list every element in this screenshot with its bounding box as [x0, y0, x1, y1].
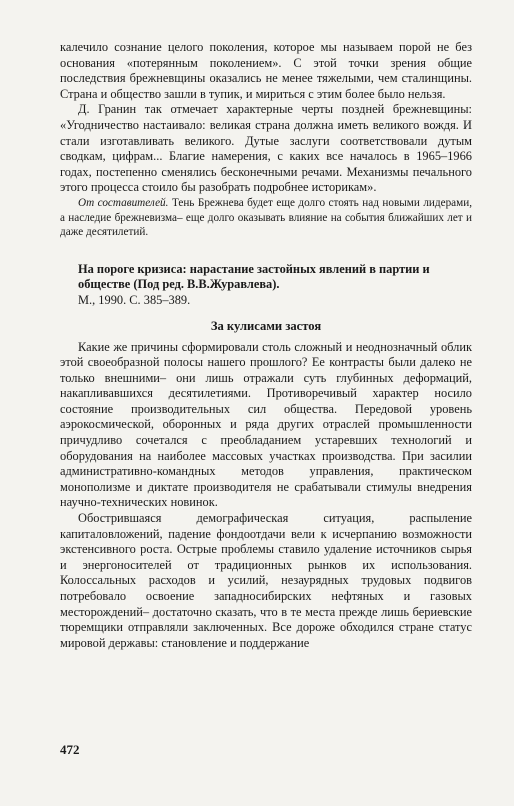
editor-note-lead: От составителей.: [78, 196, 169, 209]
editor-note-text: Тень Брежнева будет еще долго стоять над новыми лидерами, а наследие брежневизма– еще долго оказывать влияние на события ближайших лет и даже десятилетий.: [60, 196, 472, 239]
section-title: За кулисами застоя: [210, 318, 322, 333]
page-number: 472: [60, 742, 80, 757]
source-title: На пороге кризиса: нарастание застойных явлений в партии и обществе (Под ред. В.В.Журавлева).: [78, 261, 430, 292]
paragraph-granin-quote: Д. Гранин так отмечает характерные черты поздней брежневщины: «Угодничество настаивало: великая страна должна иметь великого вождя. И стали изготавливать великого. Дутые заслуги соответствовали дутым сводкам, цифрам... Благие намерения, с каких все началось в 1965–1966 годах, постепенно сменялись бесконечными речами. Механизмы печального этого процесса стоило бы разобрать подробнее историкам».: [60, 102, 472, 195]
paragraph-continuation: калечило сознание целого поколения, которое мы называем порой не без основания «потерянным поколением». С этой точки зрения общие последствия брежневщины оказались не менее тяжелыми, чем сталинщины. Страна и общество зашли в тупик, и мириться с этим более было нельзя.: [60, 40, 472, 101]
source-publication: М., 1990. С. 385–389.: [78, 292, 191, 307]
editor-note: [60, 196, 472, 240]
paragraph-demography: Обострившаяся демографическая ситуация, распыление капиталовложений, падение фондоотдачи вели к исчерпанию возможности экстенсивного роста. Острые проблемы ставило удаление источников сырья и энергоносителей от традиционных рынков их использования. Колоссальных расходов и усилий, незаурядных трудовых подвигов потребовало освоение западносибирских нефтяных и газовых месторождений– достаточно сказать, что в те места прежде лишь бериевские тюремщики отправляли заключенных. Все дороже обходился стране статус мировой державы: становление и поддержание: [60, 511, 472, 650]
source-citation: [60, 262, 472, 309]
paragraph-causes: Какие же причины сформировали столь сложный и неоднозначный облик этой своеобразной полосы нашего прошлого? Ее контрасты были далеко не только внешними– они лишь отражали суть глубинных деформаций, накапливавшихся десятилетиями. Противоречивый характер носило состояние производительных сил общества. Передовой уровень аэрокосмической, оборонных и ряда других отраслей промышленности причудливо сочетался с преобладанием устаревших технологий и оборудования на наиболее массовых участках производства. При засилии административно-командных методов управления, практическом монополизме и диктате производителя не срабатывали стимулы внедрения научно-технических новинок.: [60, 339, 472, 510]
